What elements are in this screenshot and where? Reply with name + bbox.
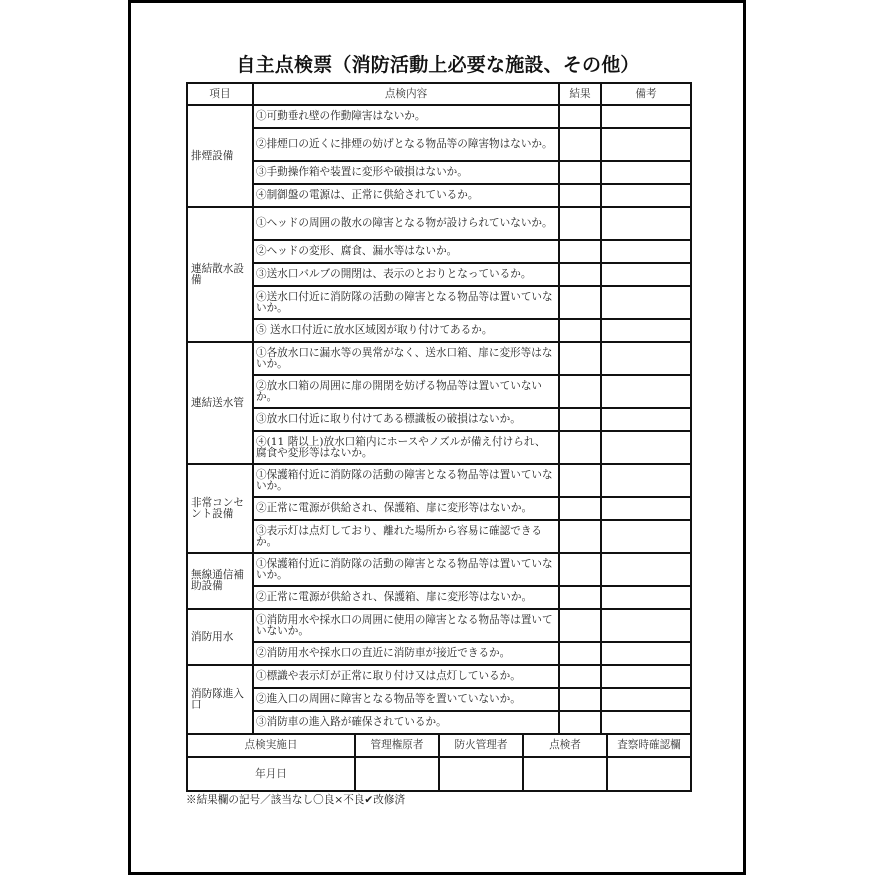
check-text: ①各放水口に漏水等の異常がなく、送水口箱、扉に変形等はないか。 — [253, 342, 559, 375]
result-cell — [559, 688, 601, 711]
table-row — [187, 520, 691, 553]
result-cell — [559, 342, 601, 375]
notes-cell — [601, 553, 691, 586]
inspection-sheet — [186, 82, 690, 807]
check-text: ①保護箱付近に消防隊の活動の障害となる物品等は置いていないか。 — [253, 553, 559, 586]
result-cell — [559, 375, 601, 408]
notes-cell — [601, 431, 691, 464]
table-row — [187, 161, 691, 184]
check-text: ②ヘッドの変形、腐食、漏水等はないか。 — [253, 240, 559, 263]
table-row — [187, 263, 691, 286]
notes-cell — [601, 240, 691, 263]
result-cell — [559, 464, 601, 497]
check-text: ②正常に電源が供給され、保護箱、扉に変形等はないか。 — [253, 586, 559, 609]
header-audit-confirmation: 査察時確認欄 — [607, 734, 691, 757]
notes-cell — [601, 665, 691, 688]
result-cell — [559, 665, 601, 688]
result-cell — [559, 263, 601, 286]
notes-cell — [601, 609, 691, 642]
result-cell — [559, 497, 601, 520]
item-label-smoke-exhaust: 排煙設備 — [187, 105, 253, 207]
item-label-fire-brigade-entrance: 消防隊進入口 — [187, 665, 253, 734]
inspector-value — [523, 757, 607, 791]
check-text: ③放水口付近に取り付けてある標識板の破損はないか。 — [253, 408, 559, 431]
check-text: ①ヘッドの周囲の散水の障害となる物が設けられていないか。 — [253, 207, 559, 240]
notes-cell — [601, 711, 691, 734]
notes-cell — [601, 520, 691, 553]
inspection-table — [186, 82, 692, 735]
header-authority-holder: 管理権原者 — [355, 734, 439, 757]
notes-cell — [601, 586, 691, 609]
result-cell — [559, 520, 601, 553]
header-result: 結果 — [559, 83, 601, 105]
table-row — [187, 688, 691, 711]
table-row — [187, 408, 691, 431]
table-row — [187, 240, 691, 263]
signature-header-row — [187, 734, 691, 757]
result-cell — [559, 128, 601, 161]
notes-cell — [601, 319, 691, 342]
result-cell — [559, 161, 601, 184]
notes-cell — [601, 184, 691, 207]
header-inspection-date: 点検実施日 — [187, 734, 355, 757]
notes-cell — [601, 105, 691, 128]
result-cell — [559, 319, 601, 342]
audit-confirmation-value — [607, 757, 691, 791]
check-text: ②進入口の周囲に障害となる物品等を置いていないか。 — [253, 688, 559, 711]
table-row — [187, 711, 691, 734]
check-text: ③消防車の進入路が確保されているか。 — [253, 711, 559, 734]
table-row — [187, 609, 691, 642]
signature-value-row — [187, 757, 691, 791]
result-cell — [559, 609, 601, 642]
header-fire-prevention-manager: 防火管理者 — [439, 734, 523, 757]
table-header-row — [187, 83, 691, 105]
table-row — [187, 553, 691, 586]
header-item: 項目 — [187, 83, 253, 105]
result-cell — [559, 240, 601, 263]
result-cell — [559, 207, 601, 240]
page-title: 自主点検票（消防活動上必要な施設、その他） — [236, 54, 640, 76]
check-text: ①可動垂れ壁の作動障害はないか。 — [253, 105, 559, 128]
result-cell — [559, 586, 601, 609]
notes-cell — [601, 342, 691, 375]
check-text: ③送水口バルブの開閉は、表示のとおりとなっているか。 — [253, 263, 559, 286]
table-row — [187, 286, 691, 319]
notes-cell — [601, 642, 691, 665]
check-text: ④(11 階以上)放水口箱内にホースやノズルが備え付けられ、腐食や変形等はないか。 — [253, 431, 559, 464]
check-text: ④送水口付近に消防隊の活動の障害となる物品等は置いていないか。 — [253, 286, 559, 319]
notes-cell — [601, 128, 691, 161]
check-text: ①保護箱付近に消防隊の活動の障害となる物品等は置いていないか。 — [253, 464, 559, 497]
item-label-emergency-outlet: 非常コンセント設備 — [187, 464, 253, 553]
authority-holder-value — [355, 757, 439, 791]
table-row — [187, 464, 691, 497]
check-text: ④制御盤の電源は、正常に供給されているか。 — [253, 184, 559, 207]
item-label-standpipe: 連結送水管 — [187, 342, 253, 464]
signature-table — [186, 733, 692, 792]
result-legend-note: ※結果欄の記号／該当なし〇良×不良✔改修済 — [186, 794, 406, 806]
header-notes: 備考 — [601, 83, 691, 105]
result-cell — [559, 286, 601, 319]
notes-cell — [601, 497, 691, 520]
table-row — [187, 207, 691, 240]
inspection-date-value: 年月日 — [187, 757, 355, 791]
table-row — [187, 342, 691, 375]
notes-cell — [601, 207, 691, 240]
check-text: ①消防用水や採水口の周囲に使用の障害となる物品等は置いていないか。 — [253, 609, 559, 642]
check-text: ②正常に電源が供給され、保護箱、扉に変形等はないか。 — [253, 497, 559, 520]
check-text: ⑤ 送水口付近に放水区域図が取り付けてあるか。 — [253, 319, 559, 342]
check-text: ①標識や表示灯が正常に取り付け又は点灯しているか。 — [253, 665, 559, 688]
result-cell — [559, 184, 601, 207]
header-content: 点検内容 — [253, 83, 559, 105]
table-row — [187, 665, 691, 688]
result-cell — [559, 553, 601, 586]
result-cell — [559, 105, 601, 128]
table-row — [187, 586, 691, 609]
notes-cell — [601, 464, 691, 497]
fire-prevention-manager-value — [439, 757, 523, 791]
notes-cell — [601, 408, 691, 431]
table-row — [187, 319, 691, 342]
check-text: ②消防用水や採水口の直近に消防車が接近できるか。 — [253, 642, 559, 665]
notes-cell — [601, 375, 691, 408]
notes-cell — [601, 286, 691, 319]
check-text: ③手動操作箱や装置に変形や破損はないか。 — [253, 161, 559, 184]
table-row — [187, 128, 691, 161]
item-label-radio-aux: 無線通信補助設備 — [187, 553, 253, 609]
notes-cell — [601, 161, 691, 184]
check-text: ③表示灯は点灯しており、離れた場所から容易に確認できるか。 — [253, 520, 559, 553]
header-inspector: 点検者 — [523, 734, 607, 757]
table-row — [187, 105, 691, 128]
item-label-fire-water: 消防用水 — [187, 609, 253, 665]
notes-cell — [601, 263, 691, 286]
check-text: ②放水口箱の周囲に扉の開閉を妨げる物品等は置いていないか。 — [253, 375, 559, 408]
table-row — [187, 375, 691, 408]
item-label-sprinkler: 連結散水設備 — [187, 207, 253, 342]
result-cell — [559, 408, 601, 431]
table-row — [187, 642, 691, 665]
result-cell — [559, 711, 601, 734]
result-cell — [559, 642, 601, 665]
table-row — [187, 184, 691, 207]
result-cell — [559, 431, 601, 464]
table-row — [187, 497, 691, 520]
table-row — [187, 431, 691, 464]
check-text: ②排煙口の近くに排煙の妨げとなる物品等の障害物はないか。 — [253, 128, 559, 161]
notes-cell — [601, 688, 691, 711]
